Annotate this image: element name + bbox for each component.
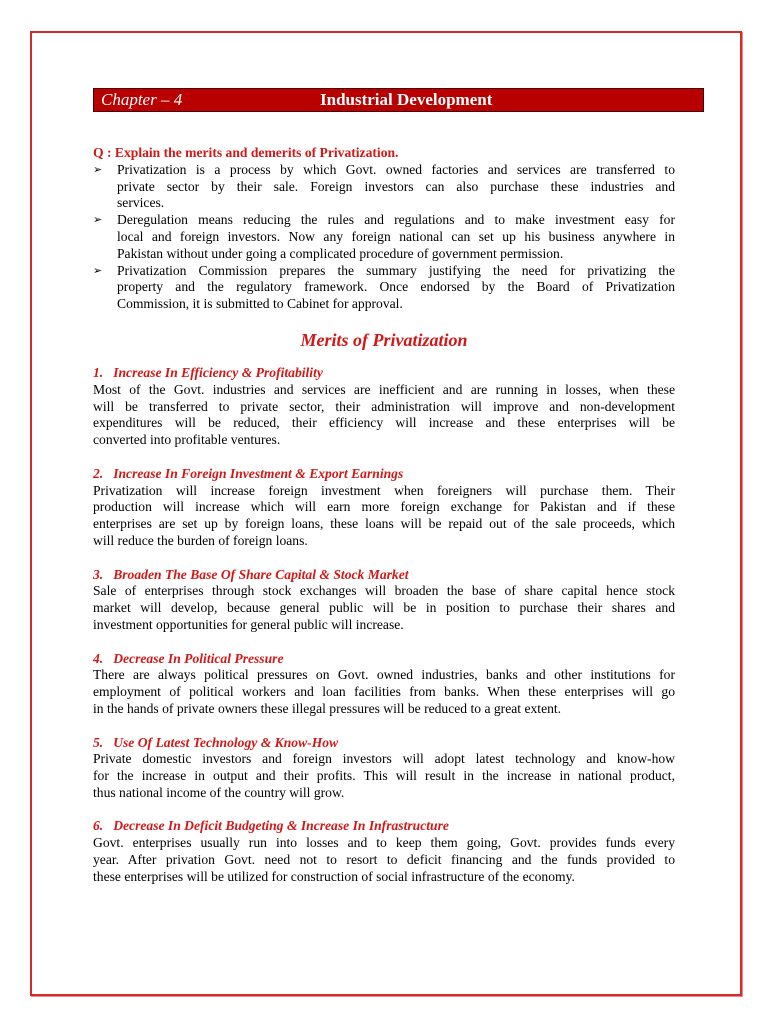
chapter-number: Chapter – 4 bbox=[101, 90, 183, 109]
text-line: investment opportunities for general public will increase. bbox=[93, 616, 404, 632]
merit-section bbox=[93, 651, 675, 718]
merit-heading-text: Decrease In Deficit Budgeting & Increase In Infrastructure bbox=[113, 818, 449, 834]
text-line: converted into profitable ventures. bbox=[93, 432, 281, 448]
text-line: There are always political pressures on Govt. owned industries, banks and other institutions for bbox=[93, 667, 675, 683]
bullet-list bbox=[93, 162, 675, 313]
bullet-item bbox=[93, 162, 675, 212]
text-line: Privatization Commission prepares the summary justifying the need for privatizing the bbox=[117, 262, 675, 278]
text-line: enterprises are set up by foreign loans, these loans will be repaid out of the sale proceeds, which bbox=[93, 516, 675, 532]
merit-heading-text: Increase In Foreign Investment & Export Earnings bbox=[113, 465, 404, 481]
chapter-title: Industrial Development bbox=[320, 90, 493, 109]
text-line: local and foreign investors. Now any foreign national can set up his business anywhere in bbox=[117, 228, 675, 244]
text-line: Private domestic investors and foreign investors will adopt latest technology and know-how bbox=[93, 751, 675, 767]
merit-section bbox=[93, 735, 675, 802]
text-line: market will develop, because general public will be in position to purchase their shares and bbox=[93, 600, 675, 616]
text-line: in the hands of private owners these illegal pressures will be reduced to a great extent. bbox=[93, 700, 562, 716]
text-line: Sale of enterprises through stock exchanges will broaden the base of share capital hence stock bbox=[93, 583, 675, 599]
merit-heading-text: Broaden The Base Of Share Capital & Stock Market bbox=[113, 566, 409, 582]
merit-number: 1. bbox=[93, 364, 104, 380]
text-line: for the increase in output and their profits. This will result in the increase in national product, bbox=[93, 768, 675, 784]
merit-heading bbox=[93, 365, 675, 382]
arrow-bullet-icon: ➢ bbox=[93, 214, 103, 227]
text-line: Pakistan without under going a complicated procedure of government permission. bbox=[117, 245, 564, 261]
text-line: Deregulation means reducing the rules and regulations and to make investment easy for bbox=[117, 212, 675, 228]
merit-number: 3. bbox=[93, 566, 104, 582]
arrow-bullet-icon: ➢ bbox=[93, 163, 103, 176]
text-line: private sector by their sale. Foreign investors can also purchase these industries and bbox=[117, 178, 675, 194]
merit-heading bbox=[93, 567, 675, 584]
text-line: production will increase which will earn more foreign exchange for Pakistan and if these bbox=[93, 499, 675, 515]
page-content bbox=[93, 145, 675, 902]
text-line: property and the regulatory framework. Once endorsed by the Board of Privatization bbox=[117, 279, 675, 295]
question-heading: Q : Explain the merits and demerits of Privatization. bbox=[93, 145, 399, 160]
merit-heading bbox=[93, 466, 675, 483]
text-line: services. bbox=[117, 195, 165, 211]
text-line: Privatization will increase foreign investment when foreigners will purchase them. Their bbox=[93, 482, 675, 498]
merit-number: 6. bbox=[93, 818, 104, 834]
bullet-item bbox=[93, 212, 675, 262]
arrow-bullet-icon: ➢ bbox=[93, 264, 103, 277]
text-line: thus national income of the country will grow. bbox=[93, 784, 345, 800]
merit-heading bbox=[93, 818, 675, 835]
merit-number: 5. bbox=[93, 734, 104, 750]
bullet-item bbox=[93, 263, 675, 313]
merit-number: 2. bbox=[93, 465, 104, 481]
merits-sections bbox=[93, 365, 675, 886]
merit-number: 4. bbox=[93, 650, 104, 666]
merit-section bbox=[93, 365, 675, 449]
text-line: Commission, it is submitted to Cabinet for approval. bbox=[117, 296, 403, 312]
text-line: employment of political workers and loan facilities from banks. When these enterprises will go bbox=[93, 684, 675, 700]
merit-section bbox=[93, 466, 675, 550]
text-line: year. After privation Govt. need not to resort to deficit financing and the funds provided to bbox=[93, 852, 675, 868]
text-line: will reduce the burden of foreign loans. bbox=[93, 532, 308, 548]
merit-heading-text: Use Of Latest Technology & Know-How bbox=[113, 734, 339, 750]
text-line: Govt. enterprises usually run into losses and to keep them going, Govt. provides funds every bbox=[93, 835, 675, 851]
chapter-header-bar bbox=[93, 88, 704, 112]
merit-section bbox=[93, 818, 675, 885]
text-line: will be transferred to private sector, their administration will improve and non-development bbox=[93, 398, 675, 414]
text-line: Privatization is a process by which Govt. owned factories and services are transferred to bbox=[117, 161, 675, 177]
merits-title: Merits of Privatization bbox=[300, 329, 468, 350]
merit-heading-text: Decrease In Political Pressure bbox=[113, 650, 284, 666]
merit-heading-text: Increase In Efficiency & Profitability bbox=[113, 364, 323, 380]
merit-heading bbox=[93, 651, 675, 668]
text-line: Most of the Govt. industries and services are inefficient and are running in losses, when these bbox=[93, 381, 675, 397]
merit-heading bbox=[93, 735, 675, 752]
text-line: these enterprises will be utilized for construction of social infrastructure of the economy. bbox=[93, 868, 575, 884]
merit-section bbox=[93, 567, 675, 634]
text-line: expenditures will be reduced, their efficiency will increase and these enterprises will be bbox=[93, 415, 675, 431]
